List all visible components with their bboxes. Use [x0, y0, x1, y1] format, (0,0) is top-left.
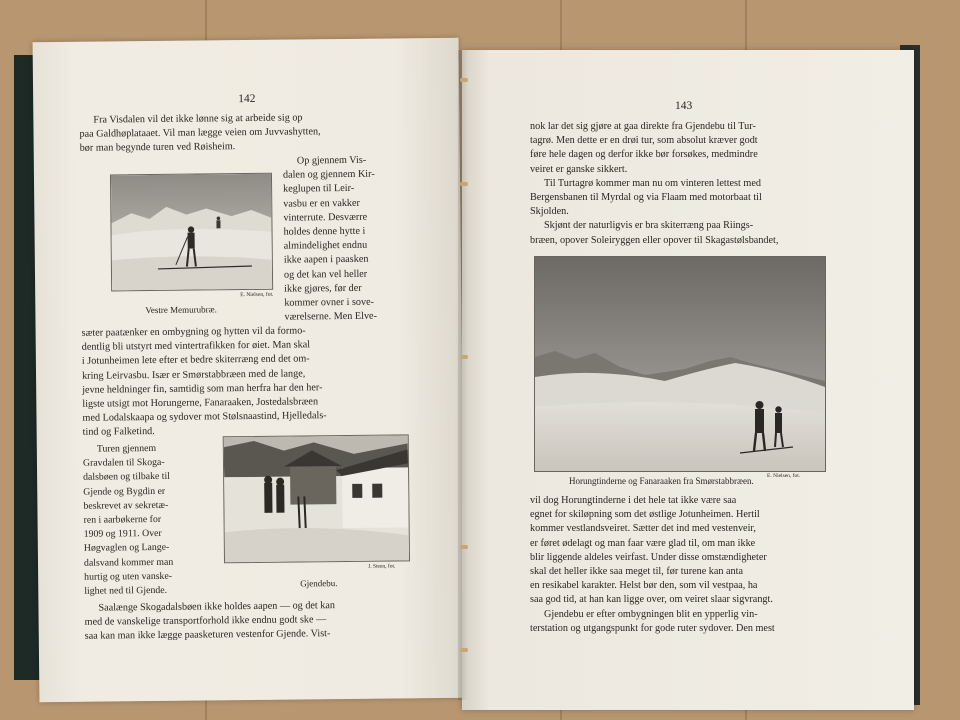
photo-caption: Gjendebu.	[300, 578, 338, 589]
text-line: dalsbøen og tilbake til	[83, 471, 170, 484]
binding-stitch	[460, 182, 468, 186]
photo-credit: E. Nielsen, fot.	[767, 473, 801, 479]
text-line: saa kan man ikke lægge paasketuren vestenfor Gjende. Vist-	[84, 628, 331, 643]
text-line: dalen og gjennem Kir-	[282, 168, 375, 181]
text-line: hurtig og uten vanske-	[84, 570, 173, 583]
wrapped-paragraph-left	[83, 441, 220, 599]
text-line: vinterrute. Desværre	[283, 211, 368, 224]
text-line: Skjønt der naturligvis er bra skiterræng paa Riings-	[544, 220, 754, 232]
text-line: veiret er ganske sikkert.	[530, 163, 628, 175]
text-line: Gjendebu er efter ombygningen blit en ypperlig vin-	[544, 608, 758, 620]
bottom-paragraphs	[530, 494, 836, 636]
binding-stitch	[460, 355, 468, 359]
text-line: 1909 og 1911. Over	[83, 528, 162, 540]
text-line: keglupen til Leir-	[283, 183, 355, 196]
text-line: og det kan vel heller	[283, 268, 368, 281]
wrapped-paragraph-right	[283, 153, 442, 325]
text-line: Fra Visdalen vil det ikke lønne sig at arbeide sig op	[93, 112, 303, 126]
mountain-cabin-illustration	[224, 435, 409, 562]
text-line: almindelighet endnu	[283, 239, 368, 252]
binding-stitch	[460, 545, 468, 549]
final-paragraph	[84, 598, 444, 644]
intro-paragraph	[79, 110, 439, 156]
photo-caption: Vestre Memurubræ.	[145, 304, 217, 316]
text-line: dalsvand kommer man	[83, 556, 174, 569]
text-line: tind og Falketind.	[82, 426, 155, 439]
text-line: ligste utsigt mot Horungerne, Fanaraaken, Jostedalsbræen	[82, 396, 319, 410]
text-line: beskrevet av sekretæ-	[83, 499, 169, 512]
text-line: ikke aapen i paasken	[283, 254, 369, 267]
text-line: blir liggende aldeles veirfast. Under disse omstændigheter	[530, 551, 767, 563]
text-line: Turen gjennem	[96, 442, 157, 455]
text-line: kring Leirvasbu. Især er Smørstabbræen med de lange,	[81, 368, 306, 382]
photo-vestre-memurubrae	[110, 173, 273, 292]
page-number: 143	[675, 100, 693, 112]
ski-glacier-illustration	[111, 174, 272, 291]
text-line: med de vanskelige transportforhold ikke endnu godt ske —	[84, 614, 327, 628]
text-line: Gravdalen til Skoga-	[82, 457, 165, 469]
text-line: vil dog Horungtinderne i det hele tat ikke være saa	[530, 495, 737, 506]
text-line: kommer ovner i sove-	[284, 296, 375, 309]
photo-caption: Horungtinderne og Fanaraaken fra Smørstabbræen.	[569, 476, 754, 486]
text-line: Høgvaglen og Lange-	[83, 542, 170, 555]
text-line: en resikabel karakter. Helst bør den, som vil vestpaa, ha	[530, 580, 758, 592]
text-line: jevne heldninger fin, samtidig som man herfra har den her-	[82, 382, 323, 396]
top-paragraphs	[530, 120, 836, 248]
text-line: er føret ødelagt og man faar være glad til, om man ikke	[530, 537, 756, 549]
text-line: Saalænge Skogadalsbøen ikke holdes aapen — og det kan	[98, 600, 336, 614]
snowfield-skiers-illustration	[535, 257, 825, 471]
text-line: med Lodalskaapa og sydover mot Stølsnaastind, Hjelledals-	[82, 410, 327, 424]
photo-gjendebu	[223, 434, 410, 563]
text-line: saa god tid, at han kan ligge over, om veiret slaar sigvrangt.	[530, 594, 773, 606]
photo-credit: J. Steen, fot.	[368, 563, 396, 570]
right-page	[462, 50, 914, 710]
text-line: Til Turtagrø kommer man nu om vinteren lettest med	[544, 177, 761, 189]
text-line: føre hele dagen og derfor ikke bør forsøkes, medmindre	[530, 149, 758, 161]
text-line: sæter paatænker en ombygning og hytten vil da formo-	[81, 325, 306, 339]
text-line: holdes denne hytte i	[283, 225, 366, 238]
left-page	[33, 38, 466, 702]
text-line: vasbu er en vakker	[283, 197, 360, 210]
text-line: nok lar det sig gjøre at gaa direkte fra Gjendebu til Tur-	[530, 121, 756, 132]
photo-credit: E. Nielsen, fot.	[240, 291, 274, 299]
text-line: dentlig bli utstyrt med vintertrafikken for øiet. Man skal	[81, 339, 311, 353]
binding-stitch	[460, 648, 468, 652]
text-line: lighet ned til Gjende.	[84, 584, 168, 597]
text-line: bræen, opover Soleiryggen eller opover til Skagastølsbandet,	[530, 234, 779, 246]
text-line: kommer vestlandsveiret. Sætter det ind med vestenveir,	[530, 523, 756, 535]
book-gutter-shadow	[458, 50, 468, 700]
text-line: Op gjennem Vis-	[296, 154, 367, 167]
text-line: terstation og utgangspunkt for gode ruter sydover. Den mest	[530, 622, 775, 634]
text-line: i Jotunheimen lete efter et bedre skiterræng end det om-	[81, 353, 310, 368]
text-line: skal det heller ikke saa meget til, før turene kan anta	[530, 566, 744, 578]
page-number: 142	[238, 92, 256, 106]
text-line: egnet for skiløpning som det østlige Jotunheimen. Hertil	[530, 509, 760, 521]
text-line: tagrø. Men dette er en drøi tur, som absolut kræver godt	[530, 135, 758, 147]
text-line: værelserne. Men Elve-	[284, 310, 378, 323]
text-line: Bergensbanen til Myrdal og via Flaam med motorbaat til	[530, 192, 762, 204]
text-line: Skjolden.	[530, 206, 569, 218]
text-line: Gjende og Bygdin er	[83, 485, 166, 498]
text-line: bør man begynde turen ved Røisheim.	[79, 141, 236, 155]
text-line: paa Galdhøplataaet. Vil man lægge veien om Juvvashytten,	[79, 126, 321, 140]
full-width-paragraph	[82, 323, 443, 440]
photo-horungtinderne	[534, 256, 826, 472]
text-line: ren i aarbøkerne for	[83, 513, 162, 526]
text-line: ikke gjøres, før der	[284, 282, 362, 295]
binding-stitch	[460, 78, 468, 82]
